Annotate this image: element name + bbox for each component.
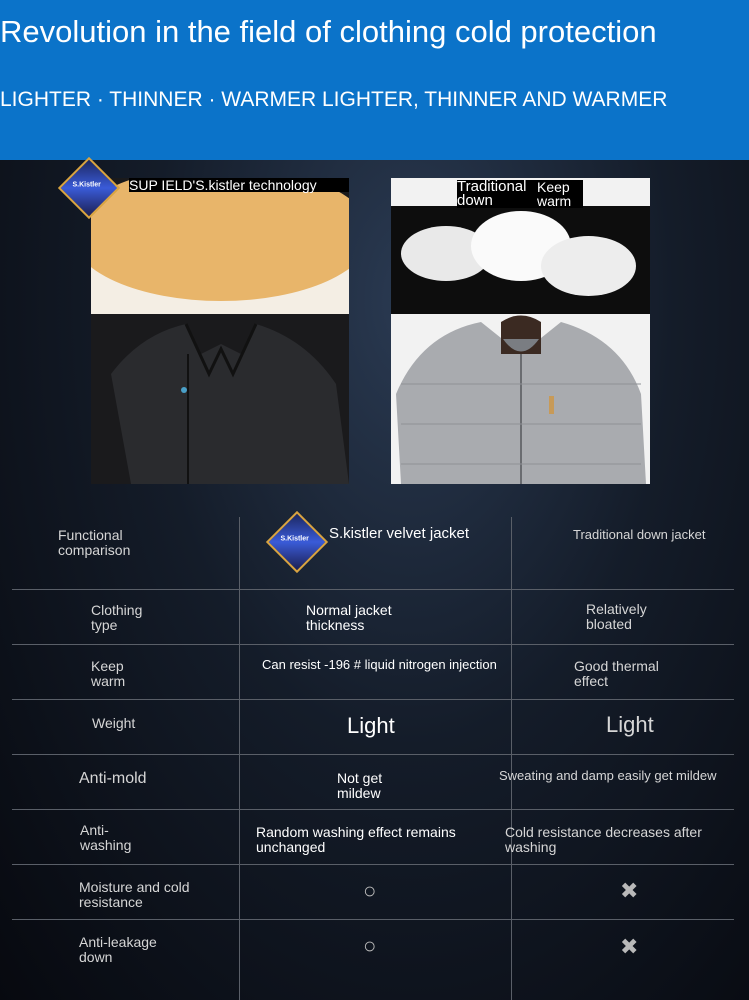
row-feature: Anti-washing [80,822,132,853]
row-divider [12,589,734,590]
down-caption-a: Traditional down [457,180,537,208]
row-competitor: Light [606,712,654,737]
header-competitor: Traditional down jacket [573,527,706,542]
grey-puffer-image [391,314,650,484]
row-feature: Keep warm [91,658,126,689]
row-divider [12,809,734,810]
circle-mark-icon: ○ [363,878,377,903]
top-banner [0,0,749,160]
header-product: S.kistler velvet jacket [329,525,470,542]
row-feature: Moisture and cold resistance [79,879,190,910]
down-jacket-photo [391,178,650,484]
row-product: Random washing effect remains unchanged [256,824,456,855]
row-product: Not get mildew [337,770,383,801]
row-feature: Anti-mold [79,770,147,787]
row-product: Normal jacket thickness [306,602,392,633]
row-product: Can resist -196 # liquid nitrogen injection [262,657,497,672]
down-caption-b: Keep warm [537,180,583,208]
row-divider [12,864,734,865]
cross-mark-icon: ✖ [620,878,639,903]
row-feature: Clothing type [91,602,143,633]
row-divider [12,699,734,700]
row-competitor: Sweating and damp easily get mildew [499,768,717,783]
row-product: Light [347,713,395,738]
badge-text: S.Kistler [72,181,101,189]
fabric-swatch-image [91,206,349,314]
circle-mark-icon: ○ [363,933,377,958]
row-competitor: Cold resistance decreases after washing [505,824,702,855]
feathers-image [391,206,650,314]
row-divider [12,754,734,755]
row-divider [12,919,734,920]
badge-text: S.Kistler [280,535,309,543]
header-feature: Functional comparison [58,527,131,558]
row-feature: Anti-leakage down [79,934,157,965]
row-feature: Weight [92,715,136,731]
black-jacket-image [91,314,349,484]
row-competitor: Relatively bloated [586,601,647,632]
row-competitor: Good thermal effect [574,658,659,689]
kistler-jacket-photo [91,178,349,484]
row-divider [12,644,734,645]
kistler-badge-logo [266,511,328,573]
banner-subtitle: LIGHTER · THINNER · WARMER LIGHTER, THINNER AND WARMER [0,88,668,111]
banner-title: Revolution in the field of clothing cold protection [0,14,657,49]
cross-mark-icon: ✖ [620,934,639,959]
kistler-caption: SUP IELD'S.kistler technology [129,178,349,192]
